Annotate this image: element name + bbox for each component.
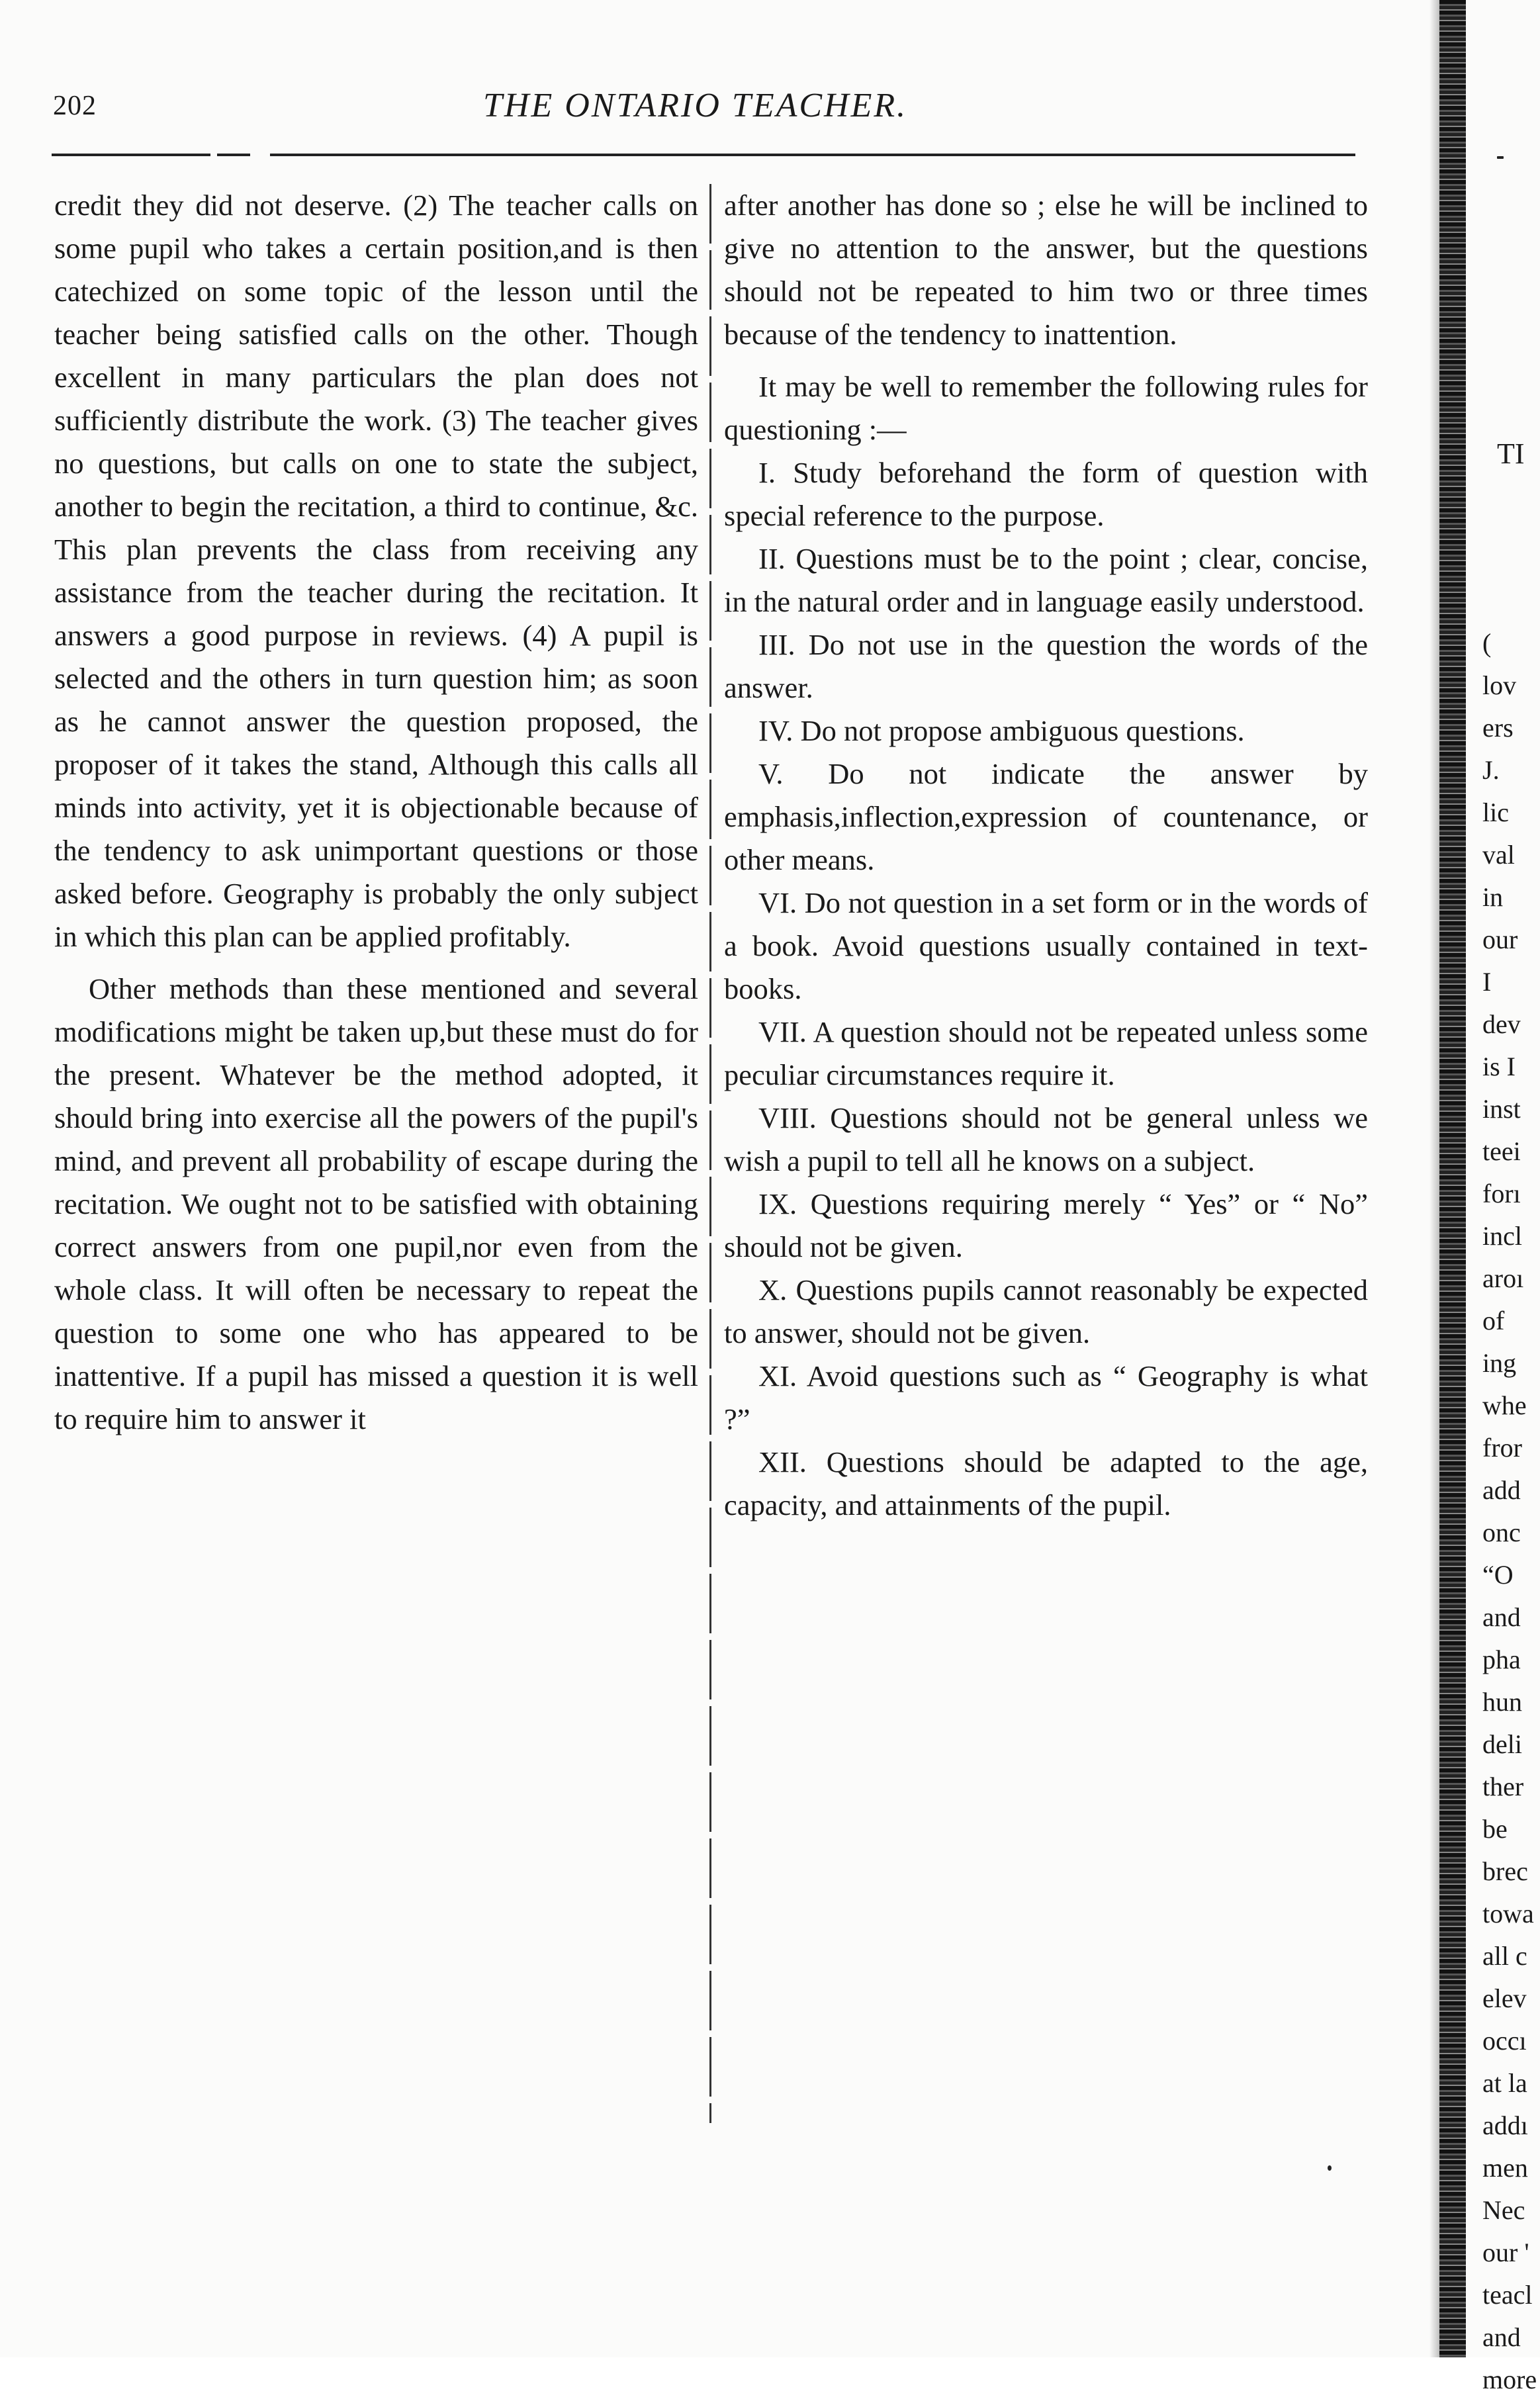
fragment-line: forı: [1482, 1179, 1521, 1208]
rule-item: X. Questions pupils cannot reasonably be expected to answer, should not be given.: [724, 1273, 1368, 1349]
fragment-line: I: [1482, 967, 1492, 997]
page-number: 202: [53, 91, 97, 121]
fragment-line: dev: [1482, 1009, 1521, 1039]
rule-item: V. Do not indicate the answer by emphasis,inflection,expression of countenance, or other means.: [724, 757, 1368, 876]
paragraph: after another has done so ; else he will be inclined to give no attention to the answer, but the questions should not be repeated to him two or three times because of the tendency to inattention.: [724, 189, 1368, 351]
rule-item: II. Questions must be to the point ; clear, concise, in the natural order and in language easily understood.: [724, 542, 1368, 618]
gutter-shadow: [1429, 0, 1440, 2357]
fragment-line: lov: [1482, 670, 1517, 700]
paragraph: credit they did not deserve. (2) The teacher calls on some pupil who takes a certain position,and is then catechized on some topic of the lesson until the teacher being satisfied calls on the other. Though excellent in many particulars the plan does not sufficiently distribute the work. (3) The teacher gives no questions, but calls on one to state the subject, another to begin the recitation, a third to continue, &c. This plan prevents the class from receiving any assistance from the teacher during the recitation. It answers a good purpose in reviews. (4) A pupil is selected and the others in turn question him; as soon as he cannot answer the question proposed, the proposer of it takes the stand, Although this calls all minds into activity, yet it is objectionable because of the tendency to ask unimportant questions or those asked before. Geography is probably the only subject in which this plan can be applied profitably.: [54, 189, 698, 953]
fragment-line: occı: [1482, 2026, 1527, 2056]
fragment-line: add: [1482, 1475, 1521, 1505]
fragment-line: more: [1482, 2365, 1537, 2394]
page-header: [46, 83, 1370, 143]
fragment-line: in: [1482, 882, 1504, 912]
fragment-line: is I: [1482, 1052, 1516, 1081]
fragment-line: our: [1482, 925, 1518, 954]
fragment-line: ther: [1482, 1772, 1524, 1801]
book-spine: [1439, 0, 1466, 2357]
adjacent-page-title-fragment: TI: [1497, 437, 1525, 470]
fragment-line: Nec: [1482, 2195, 1525, 2225]
fragment-line: and: [1482, 2322, 1521, 2352]
fragment-line: ers: [1482, 713, 1514, 743]
fragment-line: incl: [1482, 1221, 1522, 1251]
fragment-line: men: [1482, 2153, 1528, 2183]
fragment-line: be: [1482, 1814, 1508, 1844]
fragment-line: teei: [1482, 1136, 1521, 1166]
fragment-line: fror: [1482, 1433, 1522, 1463]
rule-item: IX. Questions requiring merely “ Yes” or “ No” should not be given.: [724, 1187, 1368, 1263]
fragment-line: pha: [1482, 1645, 1521, 1674]
fragment-line: addı: [1482, 2110, 1528, 2140]
print-speck: [1328, 2165, 1332, 2171]
fragment-line: brec: [1482, 1856, 1528, 1886]
fragment-line: and: [1482, 1602, 1521, 1632]
fragment-line: of: [1482, 1306, 1505, 1336]
fragment-line: hun: [1482, 1687, 1522, 1717]
rule-item: VIII. Questions should not be general unless we wish a pupil to tell all he knows on a subject.: [724, 1101, 1368, 1177]
fragment-line: elev: [1482, 1983, 1527, 2013]
rule-item: XI. Avoid questions such as “ Geography is what ?”: [724, 1359, 1368, 1435]
right-column: [724, 184, 1368, 1527]
paragraph: Other methods than these mentioned and several modifications might be taken up,but these must do for the present. Whatever be the method adopted, it should bring into exercise all the powers of the pupil's mind, and prevent all probability of escape during the recitation. We ought not to be satisfied with obtaining correct answers from one pupil,nor even from the whole class. It will often be necessary to repeat the question to some one who has appeared to be inattentive. If a pupil has missed a question it is well to require him to answer it: [54, 972, 698, 1435]
fragment-line: deli: [1482, 1729, 1522, 1759]
rule-item: VII. A question should not be repeated unless some peculiar circumstances require it.: [724, 1015, 1368, 1091]
adjacent-page-fragment: [1482, 622, 1540, 2401]
fragment-line: onc: [1482, 1518, 1521, 1547]
rule-item: VI. Do not question in a set form or in the words of a book. Avoid questions usually contained in text-books.: [724, 886, 1368, 1005]
rule-item: XII. Questions should be adapted to the age, capacity, and attainments of the pupil.: [724, 1445, 1368, 1521]
fragment-line: inst: [1482, 1094, 1521, 1124]
fragment-line: at la: [1482, 2068, 1527, 2098]
fragment-line: towa: [1482, 1899, 1534, 1928]
fragment-line: “O: [1482, 1560, 1514, 1590]
rule-item: III. Do not use in the question the words of the answer.: [724, 628, 1368, 704]
fragment-line: teacl: [1482, 2280, 1533, 2310]
running-title: THE ONTARIO TEACHER.: [483, 87, 908, 124]
fragment-line: our ': [1482, 2238, 1529, 2267]
fragment-line: val: [1482, 840, 1515, 870]
header-rule: [52, 154, 1355, 156]
rule-item: I. Study beforehand the form of question with special reference to the purpose.: [724, 456, 1368, 532]
left-column: [54, 184, 698, 1441]
fragment-line: all c: [1482, 1941, 1527, 1971]
fragment-line: aroı: [1482, 1263, 1524, 1293]
fragment-line: lic: [1482, 797, 1509, 827]
column-separator: [709, 184, 711, 2123]
rule-item: IV. Do not propose ambiguous questions.: [758, 714, 1245, 747]
rules-intro: It may be well to remember the following rules for questioning :—: [724, 370, 1368, 446]
print-speck: [1497, 156, 1504, 159]
fragment-line: (: [1482, 628, 1492, 658]
fragment-line: whe: [1482, 1390, 1527, 1420]
fragment-line: J.: [1482, 755, 1500, 785]
fragment-line: ing: [1482, 1348, 1517, 1378]
